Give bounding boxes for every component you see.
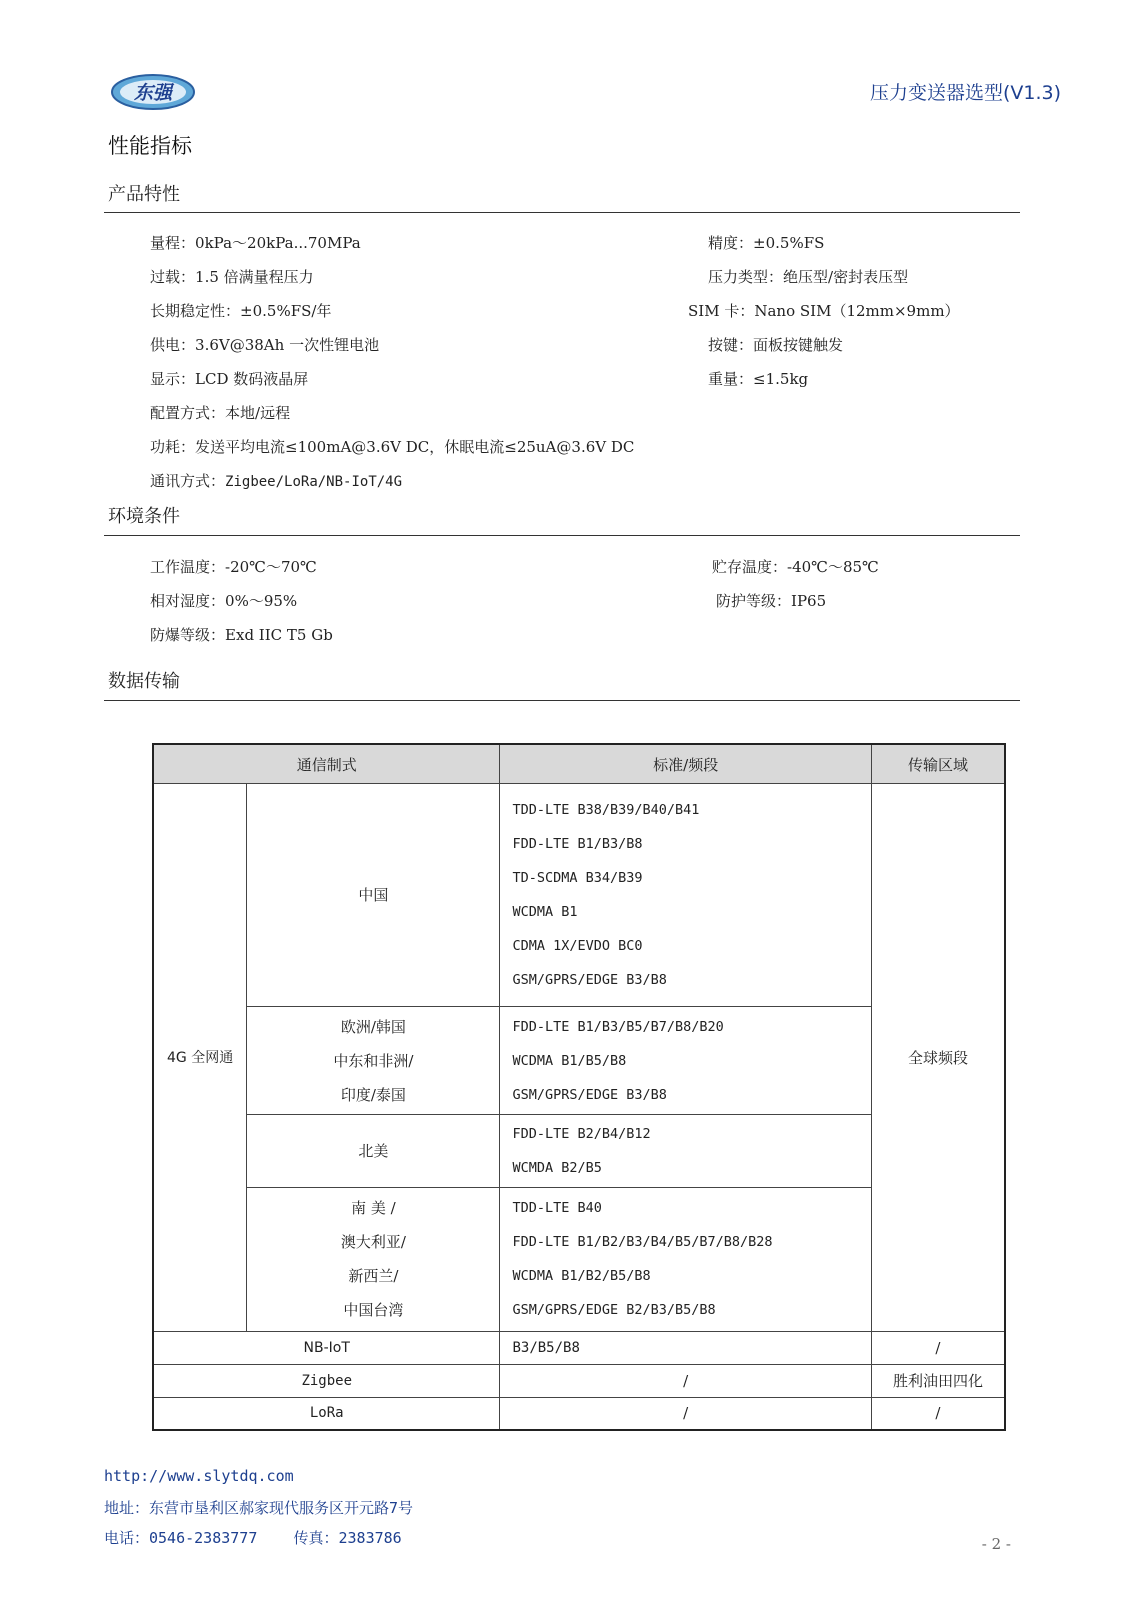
table-row [153, 1397, 1005, 1430]
logo-text: 东强 [133, 82, 173, 104]
footer-url[interactable]: http://www.slytdq.com [104, 1467, 294, 1485]
mode-cell: NB-IoT [153, 1331, 500, 1364]
band-cell: TDD-LTE B38/B39/B40/B41 FDD-LTE B1/B3/B8 TD-SCDMA B34/B39 WCDMA B1 CDMA 1X/EVDO BC0 GSM/GPRS/EDGE B3/B8 [500, 784, 871, 1007]
section-title-product: 产品特性 [108, 184, 180, 205]
header-comm-mode: 通信制式 [153, 744, 500, 784]
band-cell: / [500, 1397, 871, 1430]
footer-phone: 电话：0546-2383777 传真：2383786 [104, 1529, 402, 1547]
spec-range: 量程 ： 0kPa～20kPa...70MPa [150, 232, 361, 253]
page-heading: 性能指标 [108, 134, 192, 158]
table-row [153, 1364, 1005, 1397]
spec-storage-temp: 贮存温度 ： -40℃～85℃ [712, 556, 879, 577]
lte-area: 全球频段 [871, 784, 1005, 1332]
spec-config: 配置方式 ： 本地/远程 [150, 402, 290, 423]
company-logo [110, 72, 196, 112]
transmission-table [152, 743, 1006, 1431]
spec-sim-card: SIM 卡 ： Nano SIM（12mm×9mm） [688, 300, 960, 321]
spec-pressure-type: 压力类型 ： 绝压型/密封表压型 [708, 266, 908, 287]
footer-address: 地址：东营市垦利区郝家现代服务区开元路7号 [104, 1499, 414, 1517]
table-row [153, 1331, 1005, 1364]
spec-accuracy: 精度 ： ±0.5%FS [708, 232, 824, 253]
header-area: 传输区域 [871, 744, 1005, 784]
spec-humidity: 相对湿度 ： 0%～95% [150, 590, 297, 611]
band-cell: FDD-LTE B2/B4/B12 WCMDA B2/B5 [500, 1115, 871, 1187]
table-row [153, 784, 1005, 1007]
band-cell: FDD-LTE B1/B3/B5/B7/B8/B20 WCDMA B1/B5/B8 GSM/GPRS/EDGE B3/B8 [500, 1007, 871, 1115]
section-divider [104, 535, 1020, 536]
area-cell: / [871, 1331, 1005, 1364]
section-title-environment: 环境条件 [108, 506, 180, 527]
mode-cell: Zigbee [153, 1364, 500, 1397]
spec-consumption: 功耗 ： 发送平均电流≤100mA@3.6V DC，休眠电流≤25uA@3.6V DC [150, 436, 634, 457]
band-cell: TDD-LTE B40 FDD-LTE B1/B2/B3/B4/B5/B7/B8/B28 WCDMA B1/B2/B5/B8 GSM/GPRS/EDGE B2/B3/B5/B8 [500, 1187, 871, 1331]
spec-button: 按键 ： 面板按键触发 [708, 334, 843, 355]
spec-display: 显示 ： LCD 数码液晶屏 [150, 368, 308, 389]
spec-overload: 过载 ： 1.5 倍满量程压力 [150, 266, 314, 287]
table-header-row [153, 744, 1005, 784]
lte-label: 4G 全网通 [153, 784, 247, 1332]
band-cell: B3/B5/B8 [500, 1331, 871, 1364]
document-title: 压力变送器选型(V1.3) [869, 82, 1061, 104]
region-cell: 中国 [247, 784, 500, 1007]
spec-weight: 重量 ： ≤1.5kg [708, 368, 808, 389]
spec-stability: 长期稳定性 ： ±0.5%FS/年 [150, 300, 331, 321]
section-title-transmission: 数据传输 [108, 671, 180, 692]
spec-explosion: 防爆等级 ： Exd IIC T5 Gb [150, 624, 333, 645]
spec-work-temp: 工作温度 ： -20℃～70℃ [150, 556, 317, 577]
header-band: 标准/频段 [500, 744, 871, 784]
spec-power: 供电 ： 3.6V@38Ah 一次性锂电池 [150, 334, 379, 355]
mode-cell: LoRa [153, 1397, 500, 1430]
spec-protection: 防护等级 ： IP65 [716, 590, 826, 611]
area-cell: 胜利油田四化 [871, 1364, 1005, 1397]
band-cell: / [500, 1364, 871, 1397]
spec-communication: 通讯方式 ： Zigbee/LoRa/NB-IoT/4G [150, 470, 402, 491]
page-number: - 2 - [981, 1535, 1011, 1553]
region-cell: 南 美 / 澳大利亚/ 新西兰/ 中国台湾 [247, 1187, 500, 1331]
area-cell: / [871, 1397, 1005, 1430]
section-divider [104, 212, 1020, 213]
region-cell: 欧洲/韩国 中东和非洲/ 印度/泰国 [247, 1007, 500, 1115]
section-divider [104, 700, 1020, 701]
region-cell: 北美 [247, 1115, 500, 1187]
